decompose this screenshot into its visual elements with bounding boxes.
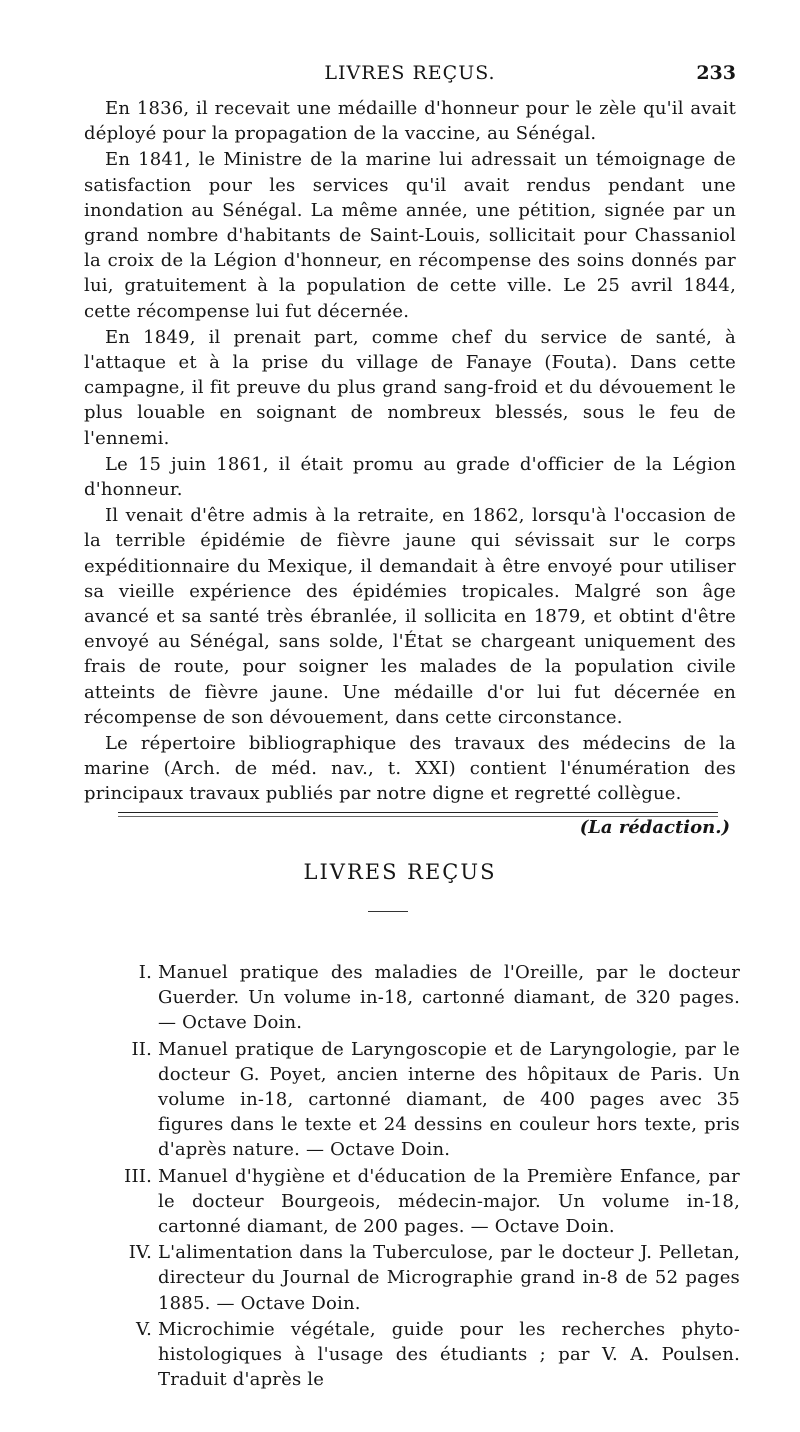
article-paragraph: Il venait d'être admis à la retraite, en 1862, lorsqu'à l'occasion de la terrible épidémie de fièvre jaune qui sévissait sur le corps expéditionnaire du Mexique, il demandait à être envoyé pour utiliser sa vieille expérience des épidémies tropicales. Malgré son âge avancé et sa santé très ébranlée, il sollicita en 1879, et obtint d'être envoyé au Sénégal, sans solde, l'État se chargeant uniquement des frais de route, pour soigner les malades de la population civile atteints de fièvre jaune. Une médaille d'or lui fut décernée en récompense de son dévouement, dans cette circonstance.: [84, 505, 736, 728]
article-paragraph: En 1841, le Ministre de la marine lui adressait un témoignage de satisfaction pour les services qu'il avait rendus pendant une inondation au Sénégal. La même année, une pétition, signée par un grand nombre d'habitants de Saint-Louis, sollicitait pour Chassaniol la croix de la Légion d'honneur, en récompense des soins donnés par lui, gratuitement à la population de cette ville. Le 25 avril 1844, cette récompense lui fut décernée.: [84, 149, 736, 322]
running-title: LIVRES REÇUS.: [324, 62, 496, 84]
book-number: IV.: [128, 1242, 152, 1264]
book-number: I.: [138, 962, 152, 983]
section-divider-thin: [118, 816, 718, 817]
book-entry: [122, 1240, 740, 1316]
page-number: 233: [696, 62, 736, 84]
book-text: Manuel pratique de Laryngoscopie et de Laryngologie, par le docteur G. Poyet, ancien interne des hôpitaux de Paris. Un volume in-18, cartonné diamant, de 400 pages avec 35 figures dans le texte et 24 dessins en couleur hors texte, pris d'après nature. — Octave Doin.: [158, 1038, 740, 1161]
signature: [84, 817, 736, 838]
book-text: L'alimentation dans la Tuberculose, par le docteur J. Pelletan, directeur du Journal de Micrographie grand in-8 de 52 pages 1885. — Octave Doin.: [158, 1242, 740, 1314]
title-underline: [368, 911, 408, 912]
signature-text: (La rédaction.): [579, 816, 730, 838]
book-entry: [122, 960, 740, 1036]
book-number: II.: [131, 1038, 152, 1060]
book-text: Manuel d'hygiène et d'éducation de la Première Enfance, par le docteur Bourgeois, médecin-major. Un volume in-18, cartonné diamant, de 200 pages. — Octave Doin.: [158, 1165, 740, 1238]
book-entry: [122, 1037, 740, 1163]
book-entry: [122, 1164, 740, 1240]
books-list: [122, 960, 740, 1393]
book-number: III.: [124, 1165, 152, 1187]
article-paragraph: Le 15 juin 1861, il était promu au grade d'officier de la Légion d'honneur.: [84, 453, 736, 501]
book-text: Manuel pratique des maladies de l'Oreille, par le docteur Guerder. Un volume in-18, cartonné diamant, de 320 pages. — Octave Doin.: [158, 962, 740, 1034]
obituary-article: [84, 96, 736, 838]
article-paragraph: En 1836, il recevait une médaille d'honneur pour le zèle qu'il avait déployé pour la propagation de la vaccine, au Sénégal.: [84, 98, 736, 145]
section-title: LIVRES REÇUS: [303, 860, 497, 884]
article-paragraph: En 1849, il prenait part, comme chef du service de santé, à l'attaque et à la prise du village de Fanaye (Fouta). Dans cette campagne, il fit preuve du plus grand sang-froid et du dévouement le plus louable en soignant de nombreux blessés, sous le feu de l'ennemi.: [84, 326, 736, 449]
book-text: Microchimie végétale, guide pour les recherches phyto-histologiques à l'usage des étudiants ; par V. A. Poulsen. Traduit d'après le: [158, 1318, 740, 1391]
article-paragraph: Le répertoire bibliographique des travaux des médecins de la marine (Arch. de méd. nav., t. XXI) contient l'énumération des principaux travaux publiés par notre digne et regretté collègue.: [84, 733, 736, 805]
book-entry: [122, 1317, 740, 1393]
section-divider: [118, 812, 718, 813]
book-number: V.: [136, 1318, 152, 1340]
running-head: [84, 62, 736, 92]
